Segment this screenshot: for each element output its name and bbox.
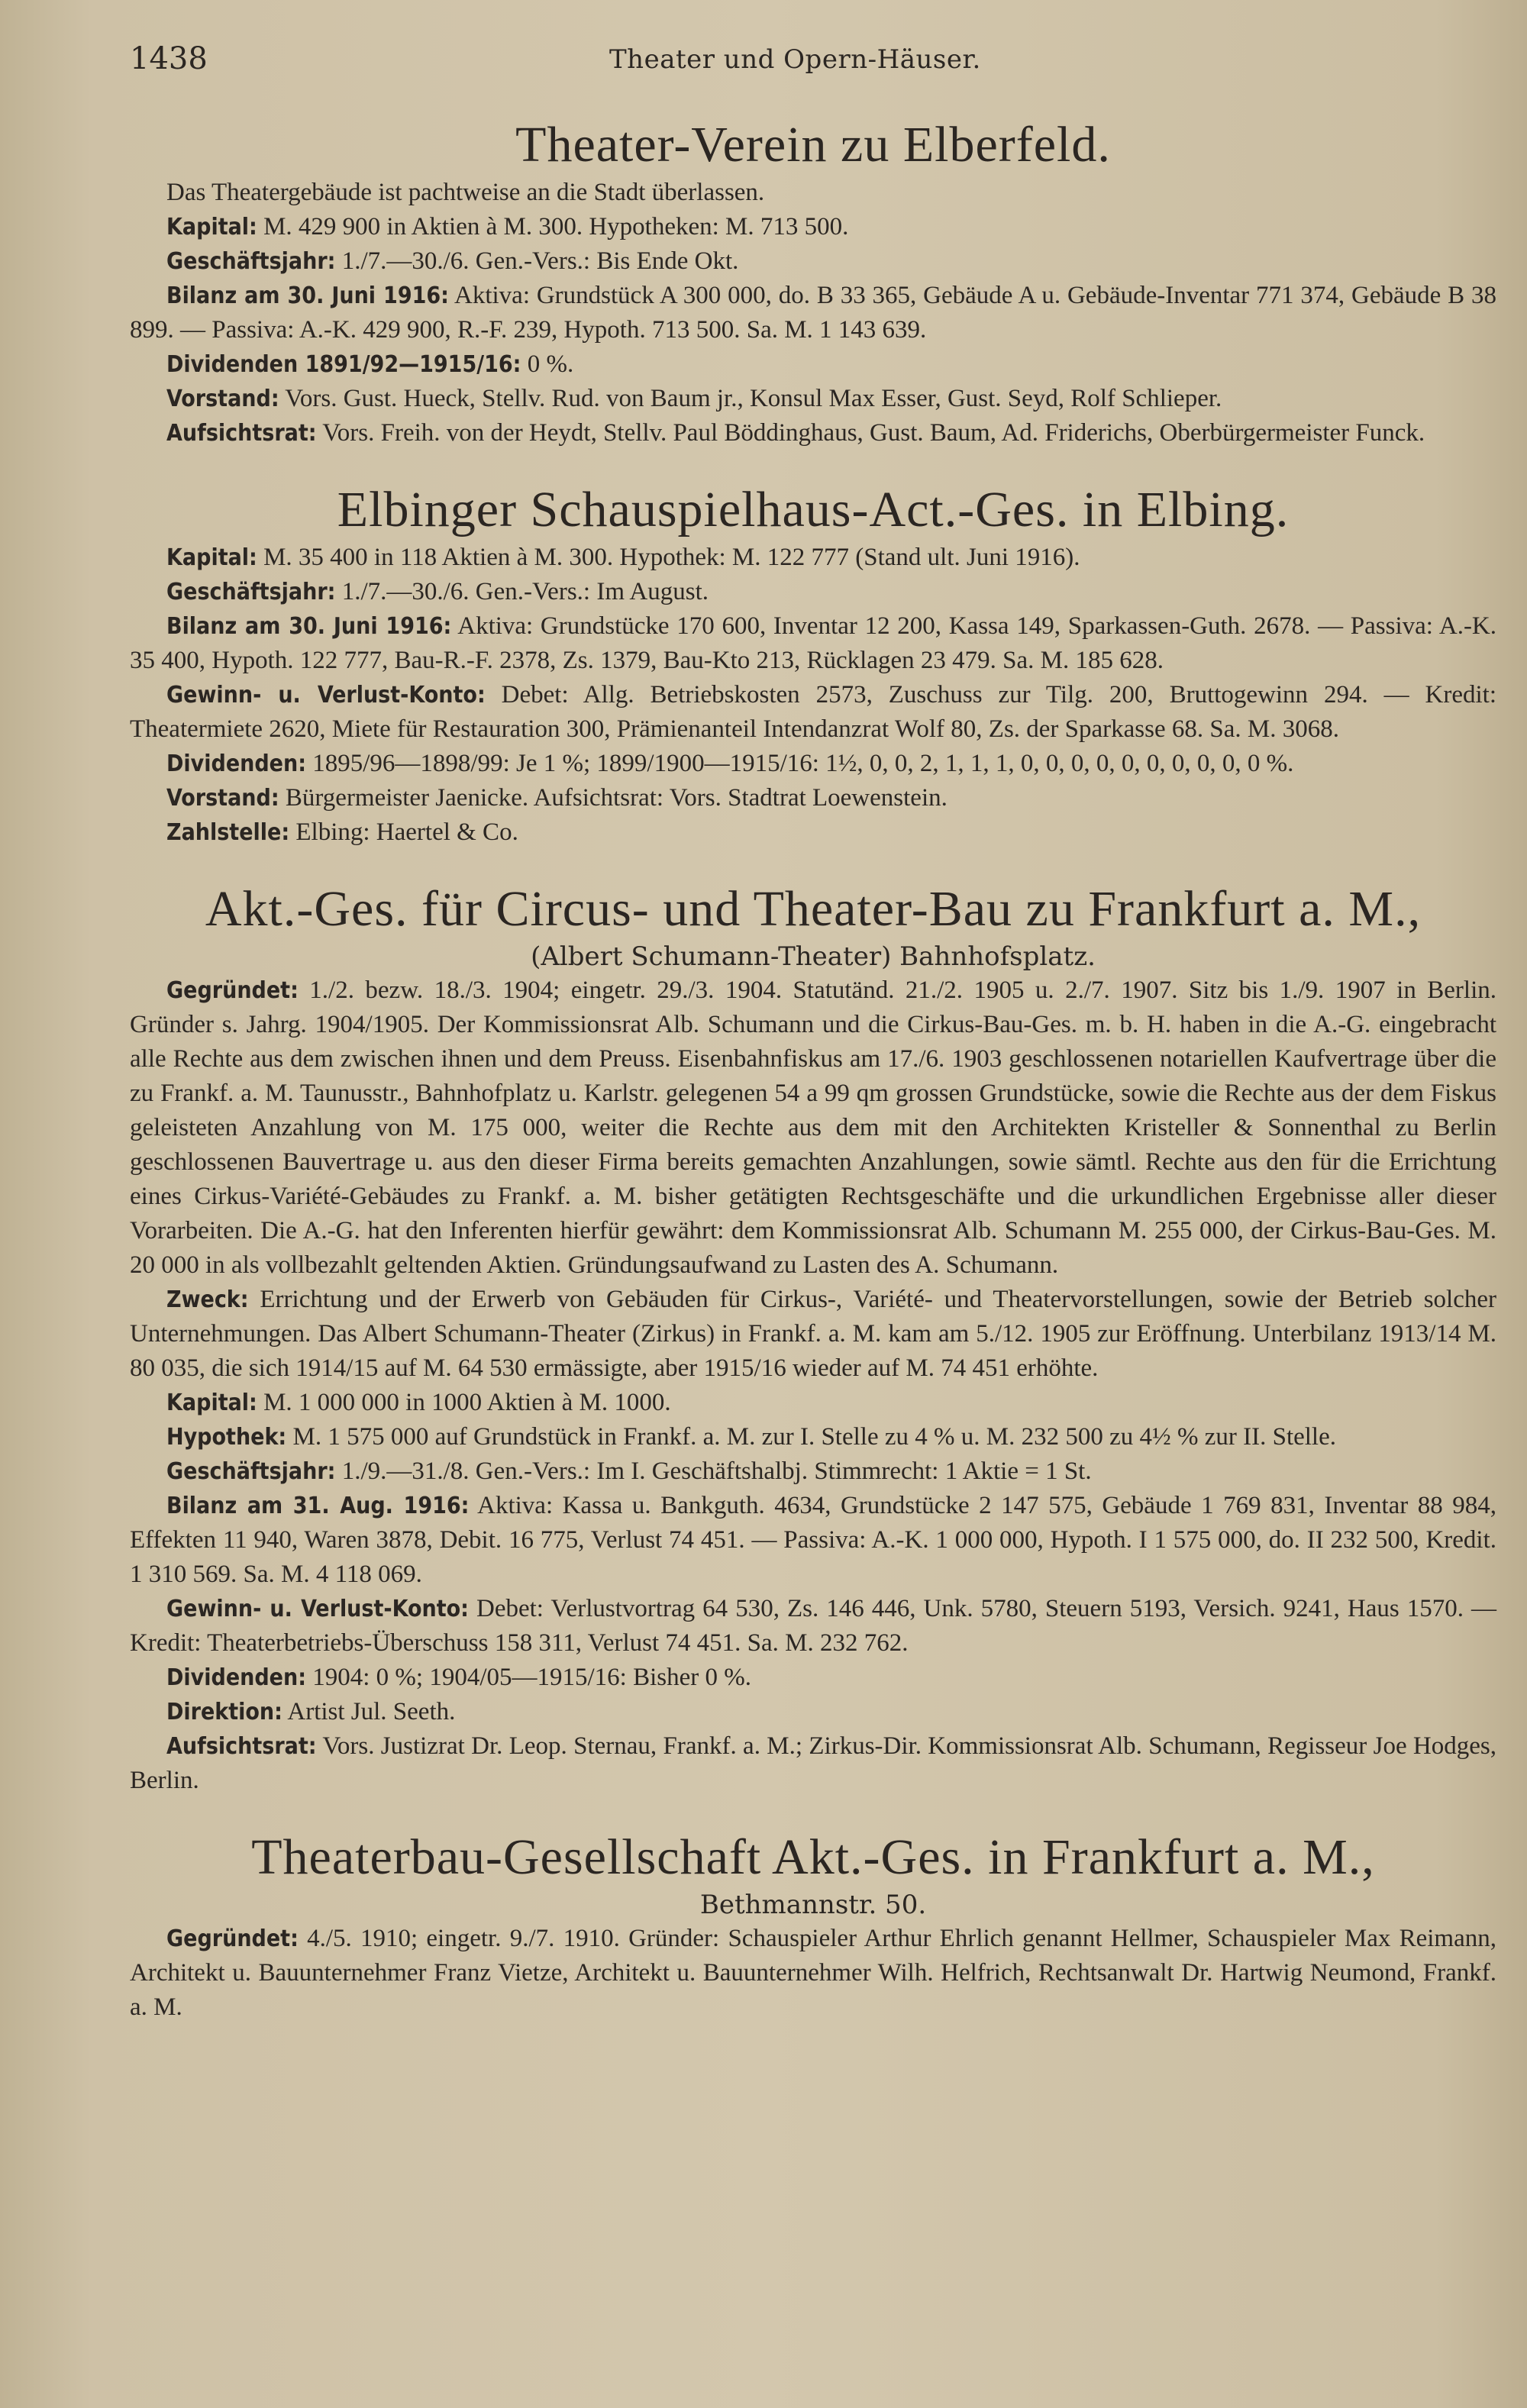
paragraph-text: Elbing: Haertel & Co. (289, 818, 518, 846)
paragraph-text: 4./5. 1910; eingetr. 9./7. 1910. Gründer: Schauspieler Arthur Ehrlich genannt Hellmer, Schauspieler Max Reimann, Architekt u. Bauunternehmer Franz Vietze, Architekt u. Bauunternehmer Wilh. Helfrich, Rechtsanwalt Dr. Hartwig Neumond, Frankf. a. M. (130, 1925, 1496, 2021)
paragraph-label: Kapital: (166, 544, 257, 571)
paragraph (130, 609, 1496, 678)
paragraph-text: 1895/96—1898/99: Je 1 %; 1899/1900—1915/16: 1½, 0, 0, 2, 1, 1, 1, 0, 0, 0, 0, 0, 0, 0, 0, 0, 0 %. (306, 750, 1294, 777)
paragraph-label: Aufsichtsrat: (166, 1733, 317, 1760)
paragraph-text: 0 %. (521, 350, 574, 378)
paragraph-label: Gegründet: (166, 977, 299, 1004)
paragraph-label: Geschäftsjahr: (166, 579, 336, 605)
paragraph (130, 747, 1496, 781)
paragraph (130, 1386, 1496, 1420)
section-subtitle: Bethmannstr. 50. (699, 1890, 927, 1920)
paragraph (130, 176, 1496, 210)
section-title: Theater-Verein zu Elberfeld. (515, 117, 1111, 173)
section-theaterbau-gesellschaft-frankfurt (130, 1827, 1496, 2025)
paragraph (130, 973, 1496, 1283)
section-title: Elbinger Schauspielhaus-Act.-Ges. in Elbing. (337, 482, 1290, 537)
paragraph-label: Dividenden: (166, 750, 306, 777)
paragraph-label: Bilanz am 30. Juni 1916: (166, 282, 449, 309)
paragraph-text: 1./7.—30./6. Gen.-Vers.: Im August. (335, 578, 709, 605)
paragraph-text: Debet: Verlustvortrag 64 530, Zs. 146 446, Unk. 5780, Steuern 5193, Versich. 9241, Haus 1570. — Kredit: Theaterbetriebs-Überschuss 158 311, Verlust 74 451. Sa. M. 232 762. (130, 1595, 1496, 1657)
section-theater-verein-elberfeld (130, 115, 1496, 450)
paragraph-label: Kapital: (166, 1390, 257, 1416)
paragraph-label: Aufsichtsrat: (166, 420, 317, 447)
section-title: Theaterbau-Gesellschaft Akt.-Ges. in Frankfurt a. M., (251, 1829, 1375, 1885)
paragraph-text: Vors. Gust. Hueck, Stellv. Rud. von Baum jr., Konsul Max Esser, Gust. Seyd, Rolf Schlieper. (279, 385, 1222, 412)
section-subtitle: (Albert Schumann-Theater) Bahnhofsplatz. (531, 941, 1096, 972)
paragraph-text: Aktiva: Grundstück A 300 000, do. B 33 365, Gebäude A u. Gebäude-Inventar 771 374, Gebäude B 38 899. — Passiva: A.-K. 429 900, R.-F. 239, Hypoth. 713 500. Sa. M. 1 143 639. (130, 282, 1497, 344)
paragraph-text: 1./9.—31./8. Gen.-Vers.: Im I. Geschäftshalbj. Stimmrecht: 1 Aktie = 1 St. (335, 1457, 1092, 1485)
paragraph-text: Vors. Freih. von der Heydt, Stellv. Paul Böddinghaus, Gust. Baum, Ad. Friderichs, Oberbürgermeister Funck. (316, 419, 1425, 447)
running-header (130, 41, 1496, 81)
paragraph-label: Zahlstelle: (166, 819, 290, 846)
paragraph-text: Errichtung und der Erwerb von Gebäuden für Cirkus-, Variété- und Theatervorstellungen, sowie der Betrieb solcher Unternehmungen. Das Albert Schumann-Theater (Zirkus) in Frankf. a. M. kam am 5./12. 1905 zur Eröffnung. Unterbilanz 1913/14 M. 80 035, die sich 1914/15 auf M. 64 530 ermässigte, aber 1915/16 wieder auf M. 74 451 erhöhte. (130, 1286, 1496, 1382)
page-number: 1438 (130, 41, 208, 76)
paragraph (130, 1420, 1496, 1454)
paragraph-label: Zweck: (166, 1286, 249, 1313)
paragraph (130, 1283, 1496, 1386)
paragraph-text: Das Theatergebäude ist pachtweise an die Stadt überlassen. (166, 179, 765, 206)
paragraph (130, 575, 1496, 609)
paragraph (130, 416, 1496, 450)
paragraph-label: Dividenden: (166, 1664, 306, 1691)
paragraph (130, 279, 1496, 347)
paragraph-label: Dividenden 1891/92—1915/16: (166, 351, 521, 378)
paragraph (130, 347, 1496, 382)
paragraph-label: Gegründet: (166, 1925, 299, 1952)
paragraph-label: Vorstand: (166, 386, 279, 412)
section-elbinger-schauspielhaus (130, 479, 1496, 850)
paragraph-text: Vors. Justizrat Dr. Leop. Sternau, Frankf. a. M.; Zirkus-Dir. Kommissionsrat Alb. Schumann, Regisseur Joe Hodges, Berlin. (130, 1732, 1496, 1794)
paragraph-text: 1904: 0 %; 1904/05—1915/16: Bisher 0 %. (306, 1664, 751, 1691)
section-circus-theater-bau-frankfurt (130, 879, 1496, 1798)
paragraph (130, 1729, 1496, 1798)
paragraph-text: 1./2. bezw. 18./3. 1904; eingetr. 29./3. 1904. Statutänd. 21./2. 1905 u. 2./7. 1907. Sitz bis 1./9. 1907 in Berlin. Gründer s. Jahrg. 1904/1905. Der Kommissionsrat Alb. Schumann und die Cirkus-Bau-Ges. m. b. H. haben in die A.-G. eingebracht alle Rechte aus dem zwischen ihnen und dem Preuss. Eisenbahnfiskus am 17./6. 1903 geschlossenen notariellen Kaufvertrage über die zu Frankf. a. M. Taunusstr., Bahnhofplatz u. Karlstr. gelegenen 54 a 99 qm grossen Grundstücke, sowie die Rechte aus der dem Fiskus geleisteten Anzahlung von M. 175 000, weiter die Rechte aus dem mit den Architekten Kristeller & Sonnenthal zu Berlin geschlossenen Bauvertrage u. aus den dieser Firma bereits gemachten Anzahlungen, sowie sämtl. Rechte aus den für die Errichtung eines Cirkus-Variété-Gebäudes zu Frankf. a. M. bisher getätigten Rechtsgeschäfte und die urkundlichen Ergebnisse aller dieser Vorarbeiten. Die A.-G. hat den Inferenten hierfür gewährt: dem Kommissionsrat Alb. Schumann M. 255 000, der Cirkus-Bau-Ges. M. 20 000 in als vollbezahlt geltenden Aktien. Gründungsaufwand zu Lasten des A. Schumann. (130, 976, 1496, 1279)
paragraph-label: Gewinn- u. Verlust-Konto: (166, 682, 486, 709)
paragraph-text: M. 1 575 000 auf Grundstück in Frankf. a. M. zur I. Stelle zu 4 % u. M. 232 500 zu 4½ % zur II. Stelle. (286, 1423, 1336, 1451)
paragraph-label: Gewinn- u. Verlust-Konto: (166, 1596, 469, 1622)
paragraph (130, 1454, 1496, 1489)
paragraph-label: Hypothek: (166, 1424, 287, 1451)
paragraph-text: M. 429 900 in Aktien à M. 300. Hypotheken: M. 713 500. (257, 213, 849, 240)
paragraph-text: M. 35 400 in 118 Aktien à M. 300. Hypothek: M. 122 777 (Stand ult. Juni 1916). (257, 544, 1080, 571)
paragraph-text: Debet: Allg. Betriebskosten 2573, Zuschuss zur Tilg. 200, Bruttogewinn 294. — Kredit: Theatermiete 2620, Miete für Restauration 300, Prämienanteil Intendanzrat Wolf 80, Zs. der Sparkasse 68. Sa. M. 3068. (130, 681, 1496, 743)
paragraph (130, 244, 1496, 279)
paragraph-label: Kapital: (166, 214, 257, 240)
paragraph (130, 1695, 1496, 1729)
paragraph (130, 210, 1496, 244)
paragraph-label: Bilanz am 31. Aug. 1916: (166, 1493, 470, 1519)
running-title: Theater und Opern-Häuser. (609, 44, 981, 75)
paragraph (130, 678, 1496, 747)
paragraph-label: Geschäftsjahr: (166, 248, 336, 275)
paragraph (130, 1592, 1496, 1661)
paragraph-label: Direktion: (166, 1699, 282, 1725)
paragraph-text: Bürgermeister Jaenicke. Aufsichtsrat: Vors. Stadtrat Loewenstein. (279, 784, 948, 812)
paragraph (130, 541, 1496, 575)
paragraph-label: Bilanz am 30. Juni 1916: (166, 613, 452, 640)
paragraph (130, 815, 1496, 850)
paragraph-label: Geschäftsjahr: (166, 1458, 336, 1485)
paragraph-text: M. 1 000 000 in 1000 Aktien à M. 1000. (257, 1389, 671, 1416)
paragraph (130, 382, 1496, 416)
paragraph-text: Artist Jul. Seeth. (282, 1698, 456, 1725)
paragraph-text: Aktiva: Kassa u. Bankguth. 4634, Grundstücke 2 147 575, Gebäude 1 769 831, Inventar 88 984, Effekten 11 940, Waren 3878, Debit. 16 775, Verlust 74 451. — Passiva: A.-K. 1 000 000, Hypoth. I 1 575 000, do. II 232 500, Kredit. 1 310 569. Sa. M. 4 118 069. (130, 1492, 1497, 1588)
paragraph-text: Aktiva: Grundstücke 170 600, Inventar 12 200, Kassa 149, Sparkassen-Guth. 2678. — Passiva: A.-K. 35 400, Hypoth. 122 777, Bau-R.-F. 2378, Zs. 1379, Bau-Kto 213, Rücklagen 23 479. Sa. M. 185 628. (130, 612, 1497, 674)
paragraph (130, 1661, 1496, 1695)
section-title: Akt.-Ges. für Circus- und Theater-Bau zu Frankfurt a. M., (205, 881, 1422, 937)
paragraph-label: Vorstand: (166, 785, 279, 812)
paragraph-text: 1./7.—30./6. Gen.-Vers.: Bis Ende Okt. (335, 247, 739, 275)
paragraph (130, 1922, 1496, 2025)
paragraph (130, 1489, 1496, 1592)
paragraph (130, 781, 1496, 815)
